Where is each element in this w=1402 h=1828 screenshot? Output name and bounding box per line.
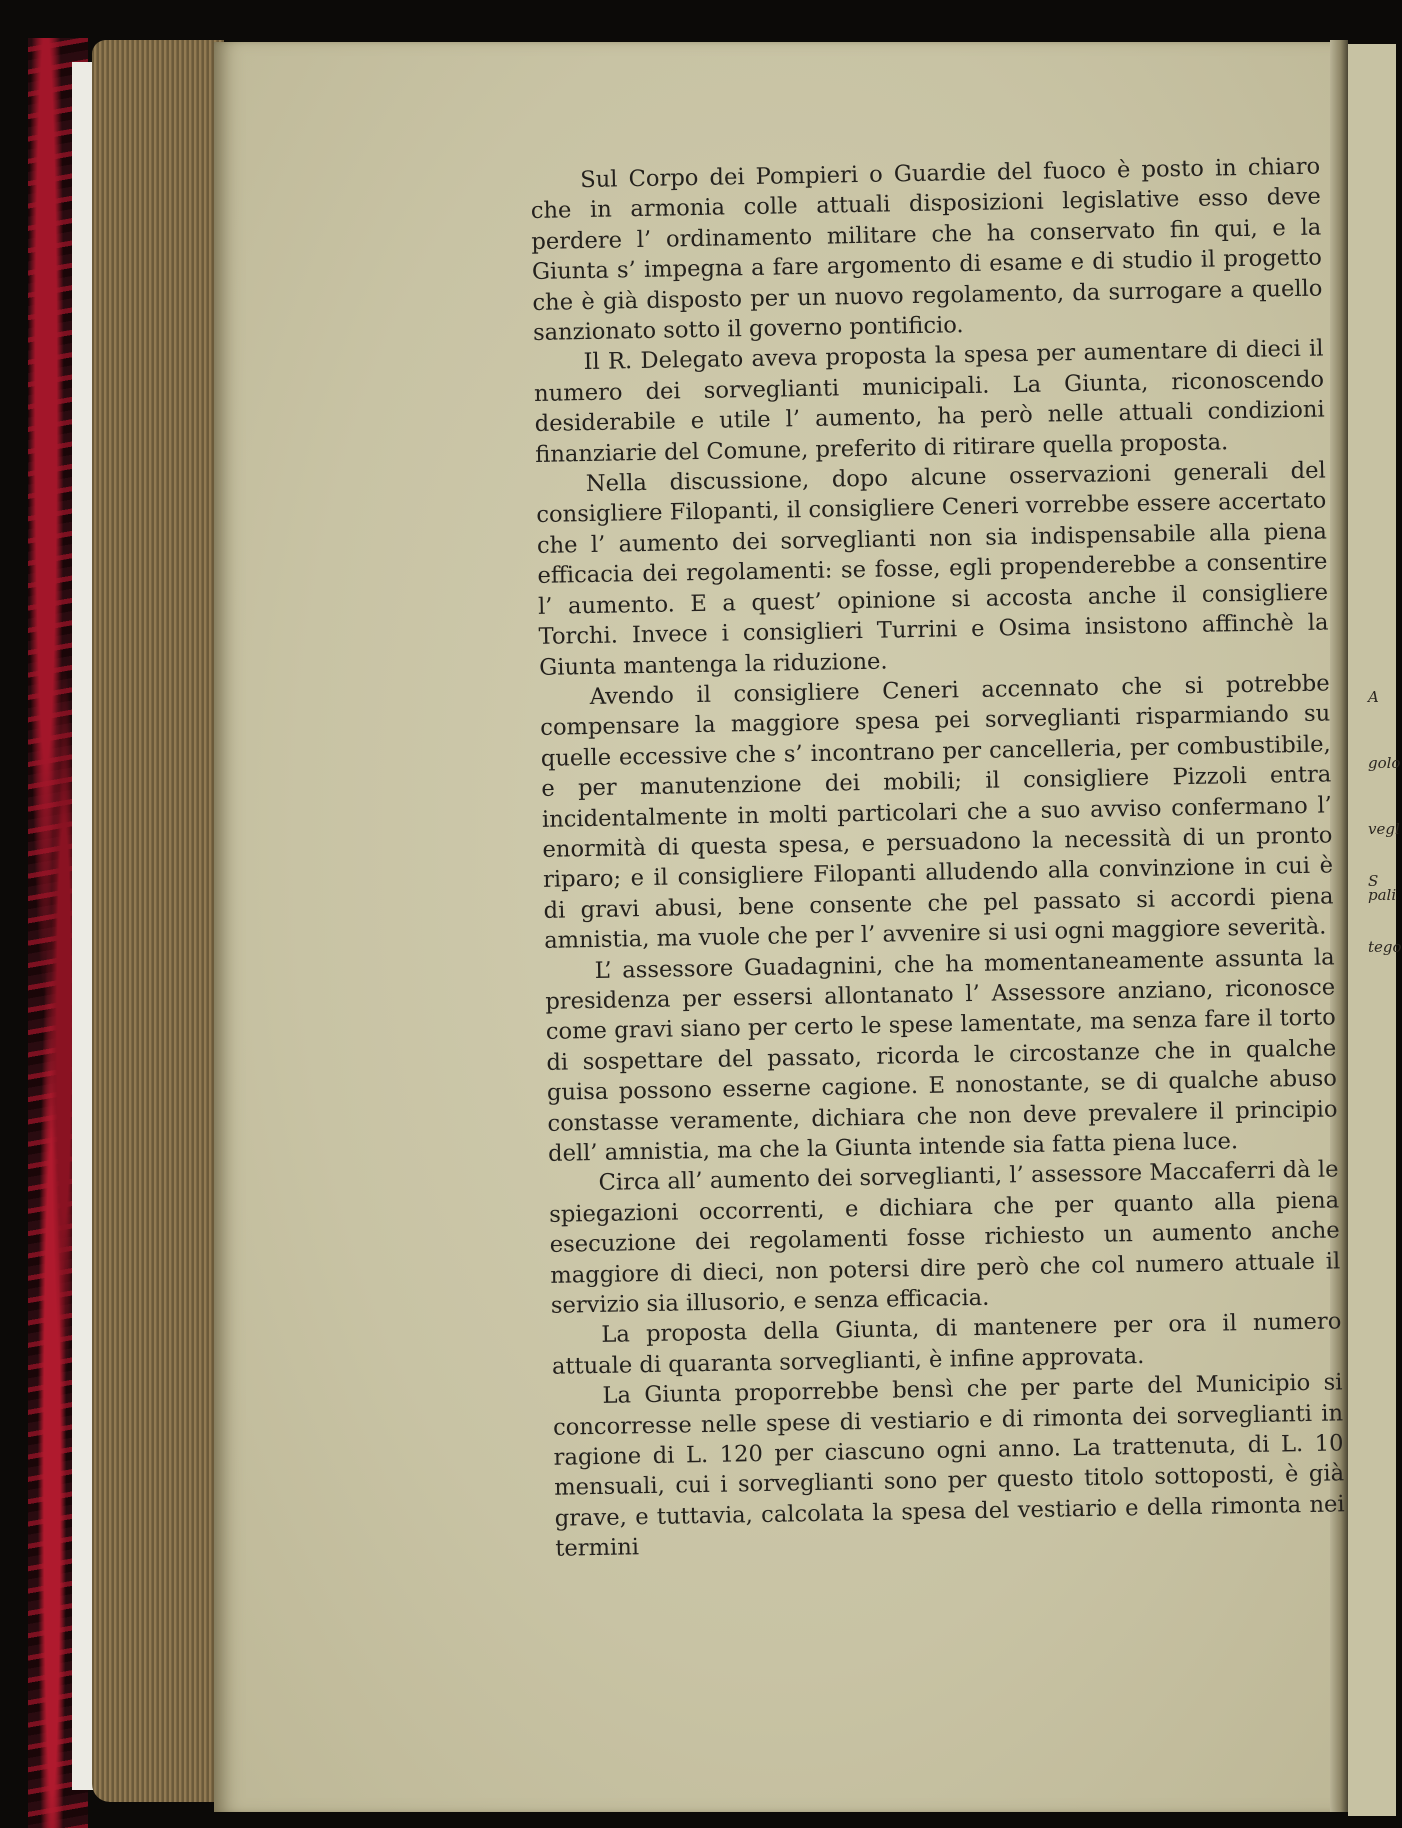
- body-text: [530, 152, 1345, 1565]
- paragraph-approvata: La proposta della Giunta, di mantenere per ora il numero attuale di quaranta sorveglianti, è infine approvata.: [551, 1308, 1342, 1380]
- margin-note-line: A: [1368, 688, 1379, 706]
- paragraph-ceneri: Avendo il consigliere Ceneri accennato che si potrebbe compensare la maggiore spesa pei sorveglianti risparmiando su quelle eccessive che s’ incontrano per cancelleria, per combustibile, e per manutenzione dei mobili; il consigliere Pizzoli entra incidentalmente in molti particolari che a suo avviso confermano l’ enormità di questa spesa, e persuadono la necessità di un pronto riparo; e il consigliere Filopanti alludendo alla convinzione in cui è di gravi abusi, bene consente che pel passato si accordi piena amnistia, ma vuole che per l’ avvenire si usi ogni maggiore severità.: [540, 670, 1334, 955]
- margin-note-line: pali: [1368, 886, 1397, 904]
- paragraph-pompieri: Sul Corpo dei Pompieri o Guardie del fuoco è posto in chiaro che in armonia colle attuali disposizioni legislative esso deve perdere l’ ordinamento militare che ha conservato fin qui, e la Giunta s’ impegna a fare argomento di esame e di studio il progetto che è già disposto per un nuovo regolamento, da surrogare a quello sanzionato sotto il governo pontificio.: [530, 153, 1323, 347]
- paragraph-delegato: Il R. Delegato aveva proposta la spesa per aumentare di dieci il numero dei sorveglianti municipali. La Giunta, riconoscendo desiderabile e utile l’ aumento, ha però nelle attuali condizioni finanziarie del Comune, preferito di ritirare quella proposta.: [533, 335, 1325, 468]
- paragraph-discussione: Nella discussione, dopo alcune osservazioni generali del consigliere Filopanti, il consigliere Ceneri vorrebbe essere accertato che l’ aumento dei sorveglianti non sia indispensabile alla piena efficacia dei regolamenti: se fosse, egli propenderebbe a consentire l’ aumento. E a quest’ opinione si accosta anche il consigliere Torchi. Invece i consiglieri Turrini e Osima insistono affinchè la Giunta mantenga la riduzione.: [536, 457, 1329, 681]
- margin-note-line: S: [1368, 872, 1379, 890]
- margin-note-line: vegl: [1368, 820, 1400, 838]
- margin-note-line: golo: [1368, 754, 1401, 772]
- paragraph-guadagnini: L’ assessore Guadagnini, che ha momentaneamente assunta la presidenza per essersi allontanato l’ Assessore anziano, riconosce come gravi siano per certo le spese lamentate, ma senza fare il torto di sospettare del passato, ricorda le circostanze che in qualche guisa possono esserne cagione. E nonostante, se di qualche abuso constasse veramente, dichiara che non deve prevalere il principio dell’ amnistia, ma che la Giunta intende sia fatta piena luce.: [545, 943, 1338, 1167]
- paragraph-maccaferri: Circa all’ aumento dei sorveglianti, l’ assessore Maccaferri dà le spiegazioni occorrenti, e dichiara che per quanto alla piena esecuzione dei regolamenti fosse richiesto un aumento anche maggiore di dieci, non potersi dire però che col numero attuale il servizio sia illusorio, e senza efficacia.: [548, 1156, 1341, 1319]
- page-edges: [92, 40, 224, 1802]
- margin-note-2: [1368, 826, 1402, 1002]
- margin-note-line: tego: [1368, 938, 1402, 956]
- paragraph-vestiario: La Giunta proporrebbe bensì che per parte del Municipio si concorresse nelle spese di vestiario e di rimonta dei sorveglianti in ragione di L. 120 per ciascuno ogni anno. La trattenuta, di L. 10 mensuali, cui i sorveglianti sono per questo titolo sottoposti, è già grave, e tuttavia, calcolata la spesa del vestiario e della rimonta nei termini: [552, 1369, 1345, 1563]
